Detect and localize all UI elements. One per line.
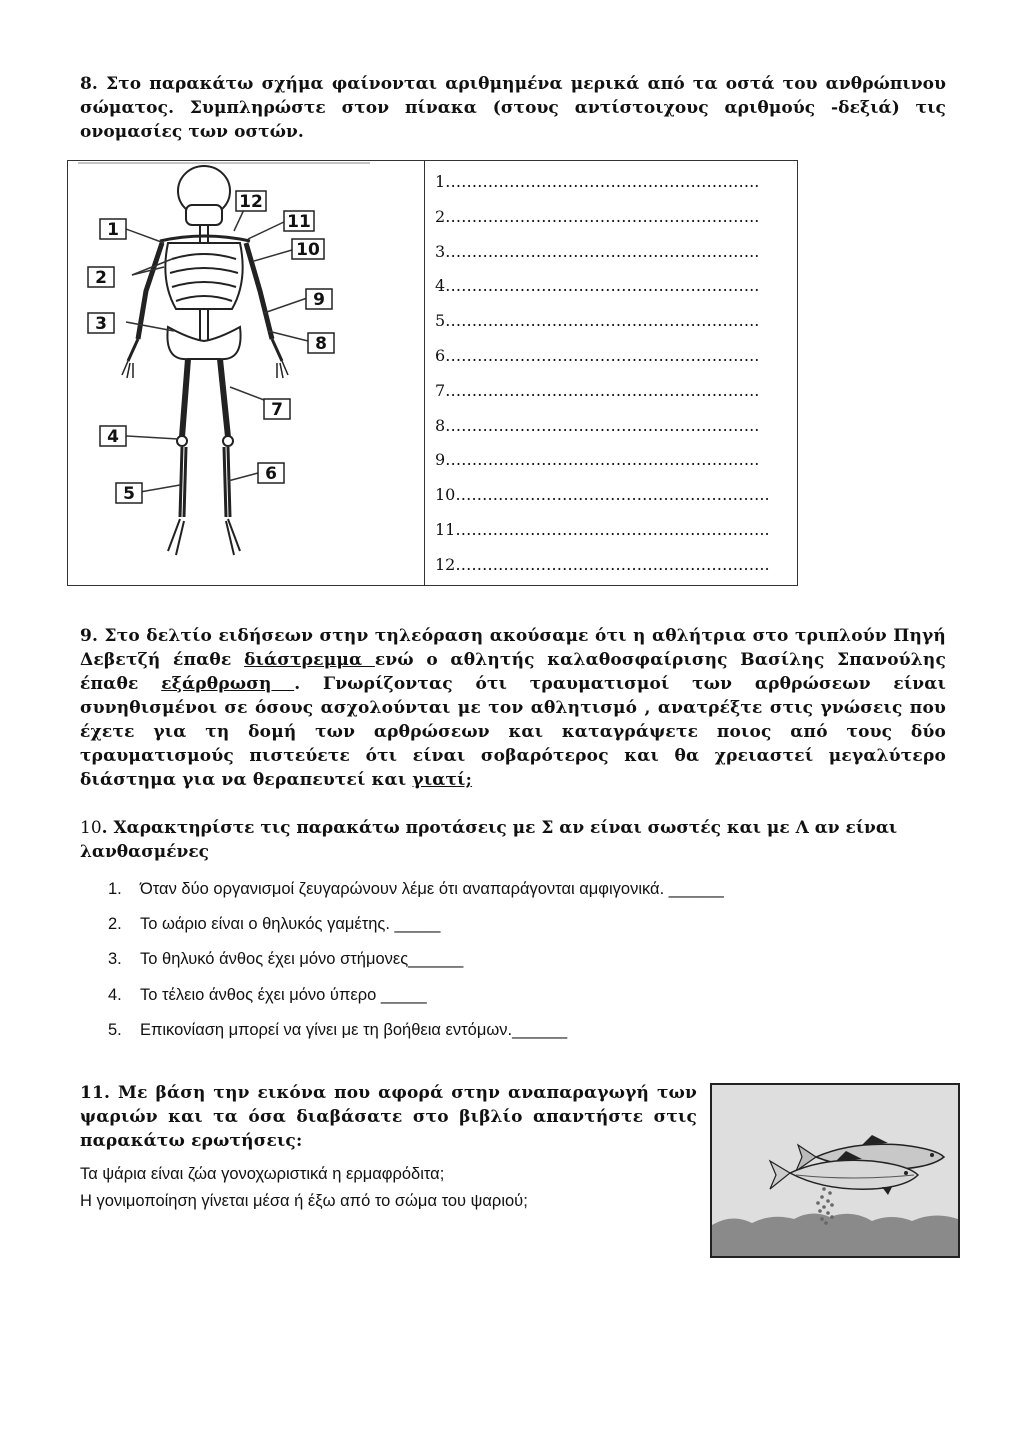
list-item-text: Το τέλειο άνθος έχει μόνο ύπερο _____ <box>140 985 427 1004</box>
label-box-9 <box>306 289 332 310</box>
svg-text:5: 5 <box>123 484 135 504</box>
answer-line-8[interactable]: 8………………………………………………….. <box>435 415 760 435</box>
svg-text:9: 9 <box>313 290 325 310</box>
q8-table <box>67 160 798 586</box>
list-item <box>108 978 724 1013</box>
answer-line-12[interactable]: 12………………………………………………….. <box>435 554 770 574</box>
q11-figure <box>710 1083 960 1258</box>
answer-line-4[interactable]: 4………………………………………………….. <box>435 276 760 296</box>
list-item-number: 5. <box>108 1020 122 1039</box>
list-item-number: 1. <box>108 880 122 898</box>
list-item-text: Επικονίαση μπορεί να γίνει με τη βοήθεια εντόμων.______ <box>140 1020 568 1039</box>
q10-heading-text: . Χαρακτηρίστε τις παρακάτω προτάσεις με Σ αν είναι σωστές και με Λ αν είναι λανθασμένες <box>80 818 898 862</box>
q10-number: 10 <box>80 818 102 838</box>
q8-heading: 8. Στο παρακάτω σχήμα φαίνονται αριθμημένα μερικά από τα οστά του ανθρώπινου σώματος. Συμπληρώστε στον πίνακα (στους αντίστοιχους αριθμούς -δεξιά) τις ονομασίες των οστών. <box>80 74 946 142</box>
answer-line-11[interactable]: 11………………………………………………….. <box>435 519 770 539</box>
svg-text:4: 4 <box>107 427 119 447</box>
q9-term-why: γιατί; <box>412 770 473 790</box>
answer-line-1[interactable]: 1………………………………………………….. <box>435 172 760 191</box>
label-box-11 <box>284 211 314 232</box>
answer-line-3[interactable]: 3………………………………………………….. <box>435 241 760 261</box>
label-box-10 <box>292 239 324 260</box>
list-item-number: 4. <box>108 985 122 1004</box>
label-box-1 <box>100 219 126 240</box>
label-box-7 <box>264 399 290 420</box>
svg-text:8: 8 <box>315 334 327 354</box>
label-box-12 <box>236 191 266 212</box>
list-item-text: Το θηλυκό άνθος έχει μόνο στήμονες______ <box>140 950 464 969</box>
q9-text-part1: 9. Στο δελτίο ειδήσεων στην τηλεόραση ακούσαμε ότι η αθλήτρια στο τριπλούν Πηγή Δεβετζή έπαθε <box>80 626 946 670</box>
list-item-number: 2. <box>108 915 122 934</box>
q9-text-part3: . Γνωρίζοντας ότι τραυματισμοί των αρθρώσεων είναι συνηθισμένοι σε όσους ασχολούνται με τον αθλητισμό , ανατρέξτε στις γνώσεις που έχετε για τη δομή των αρθρώσεων και καταγράψετε ποιος από τους δύο τραυματισμούς πιστεύετε ότι είναι σοβαρότερος και θα χρειαστεί μεγαλύτερο διάστημα για να θεραπευτεί και <box>80 674 947 790</box>
answer-line-9[interactable]: 9………………………………………………….. <box>435 450 760 470</box>
svg-text:6: 6 <box>265 464 277 484</box>
fish-spawning-icon <box>712 1085 958 1256</box>
answer-line-6[interactable]: 6………………………………………………….. <box>435 345 760 365</box>
answer-line-7[interactable]: 7………………………………………………….. <box>435 380 760 400</box>
list-item <box>108 872 724 907</box>
answer-line-5[interactable]: 5………………………………………………….. <box>435 311 760 331</box>
list-item <box>108 907 724 942</box>
list-item-number: 3. <box>108 950 122 969</box>
q8-answers-cell <box>425 161 797 585</box>
svg-text:10: 10 <box>296 240 320 260</box>
q11-heading: 11. Με βάση την εικόνα που αφορά στην αναπαραγωγή των ψαριών και τα όσα διαβάσατε στο βιβλίο απαντήστε στις παρακάτω ερωτήσεις: <box>80 1083 697 1151</box>
svg-text:3: 3 <box>95 314 107 334</box>
q8-figure-cell <box>68 161 425 585</box>
q11-question-2: Η γονιμοποίηση γίνεται μέσα ή έξω από το σώμα του ψαριού; <box>80 1192 528 1210</box>
list-item <box>108 942 724 977</box>
answer-line-2[interactable]: 2………………………………………………….. <box>435 206 760 226</box>
q11-question-1: Τα ψάρια είναι ζώα γονοχωριστικά η ερμαφρόδιτα; <box>80 1165 445 1183</box>
q9-term-sprain: διάστρεμμα <box>244 650 375 670</box>
svg-text:2: 2 <box>95 268 107 288</box>
svg-text:7: 7 <box>271 400 283 420</box>
q10-list <box>108 872 724 1048</box>
svg-text:1: 1 <box>107 220 119 240</box>
label-box-3 <box>88 313 114 334</box>
label-box-5 <box>116 483 142 504</box>
label-box-8 <box>308 333 334 354</box>
q9-term-dislocation: εξάρθρωση <box>161 674 295 694</box>
label-box-6 <box>258 463 284 484</box>
list-item-text: Όταν δύο οργανισμοί ζευγαρώνουν λέμε ότι αναπαράγονται αμφιγονικά. ______ <box>140 880 724 898</box>
label-box-2 <box>88 267 114 288</box>
label-box-4 <box>100 426 126 447</box>
svg-text:12: 12 <box>239 192 263 212</box>
svg-text:11: 11 <box>287 212 311 232</box>
answer-line-10[interactable]: 10………………………………………………….. <box>435 485 770 505</box>
skeleton-icon <box>68 161 424 585</box>
list-item-text: Το ωάριο είναι ο θηλυκός γαμέτης. _____ <box>140 915 441 934</box>
q9-paragraph <box>80 624 946 792</box>
q10-heading <box>80 816 946 864</box>
list-item <box>108 1013 724 1048</box>
q9-text-part2: ενώ ο αθλητής καλαθοσφαίρισης Βασίλης Σπανούλης έπαθε <box>80 650 946 694</box>
